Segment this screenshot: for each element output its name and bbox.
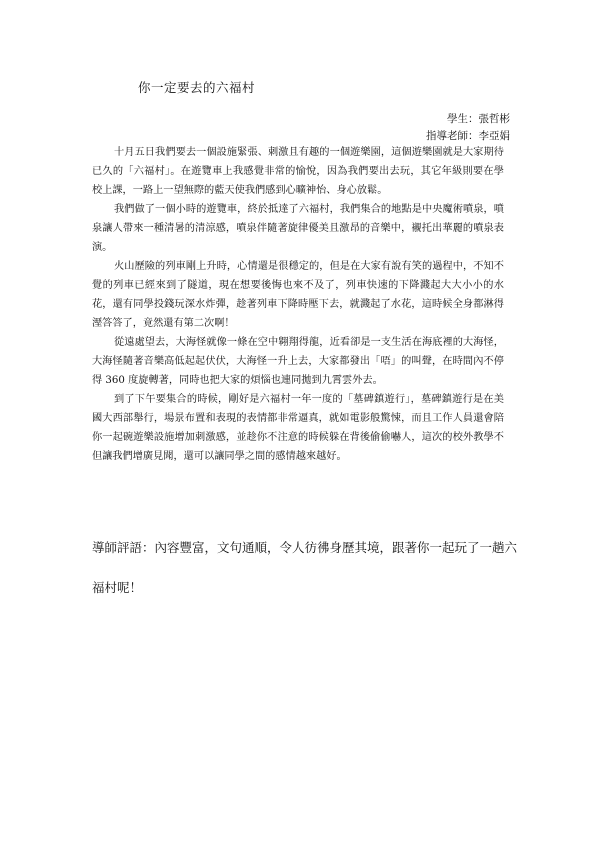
essay-paragraph: 到了下午要集合的時候，剛好是六福村一年一度的「墓碑鎮遊行」，墓碑鎮遊行是在美國大西部舉行，場景布置和表現的表情都非常逼真，就如電影般驚悚，而且工作人員還會陪你一起碗遊樂設施增加刺激感，並趁你不注意的時候躲在背後偷偷嚇人，這次的校外教學不但讓我們增廣見聞，還可以讓同學之間的感情越來越好。 <box>92 394 504 462</box>
essay-paragraph: 我們做了一個小時的遊覽車，終於抵達了六福村，我們集合的地點是中央魔術噴泉，噴泉讓人帶來一種清暑的清涼感，噴泉伴隨著旋律優美且激昂的音樂中，襯托出華麗的噴泉表演。 <box>92 204 504 253</box>
essay-body <box>92 143 504 466</box>
teacher-name: 指導老師：李亞娟 <box>426 130 510 142</box>
essay-paragraph: 火山歷險的列車剛上升時，心情還是很穩定的，但是在大家有說有笑的過程中，不知不覺的列車已經來到了隧道，現在想要後悔也來不及了，列車快速的下降濺起大大小小的水花，還有同學投錢玩深水炸彈，趁著列車下降時壓下去，就濺起了水花，這時候全身都淋得溼答答了，竟然還有第二次啊！ <box>92 261 504 329</box>
essay-paragraph: 從遠處望去，大海怪就像一條在空中翱翔得龍，近看卻是一支生活在海底裡的大海怪，大海怪隨著音樂高低起起伏伏，大海怪一升上去，大家都發出「唔」的叫聲，在時間內不停得 360 度旋轉著，同時也把大家的煩惱也連同拋到九霄雲外去。 <box>92 337 504 386</box>
teacher-comment: 導師評語：內容豐富，文句通順，令人彷彿身歷其境，跟著你一起玩了一趟六福村呢！ <box>92 540 518 595</box>
student-name: 學生：張哲彬 <box>447 113 510 125</box>
essay-title: 你一定要去的六福村 <box>138 80 256 95</box>
essay-paragraph: 十月五日我們要去一個設施緊張、刺激且有趣的一個遊樂園，這個遊樂園就是大家期待已久的「六福村」。在遊覽車上我感覺非常的愉悅，因為我們要出去玩，其它年級則要在學校上課，一路上一望無際的藍天使我們感到心曠神怡、身心放鬆。 <box>92 147 504 196</box>
